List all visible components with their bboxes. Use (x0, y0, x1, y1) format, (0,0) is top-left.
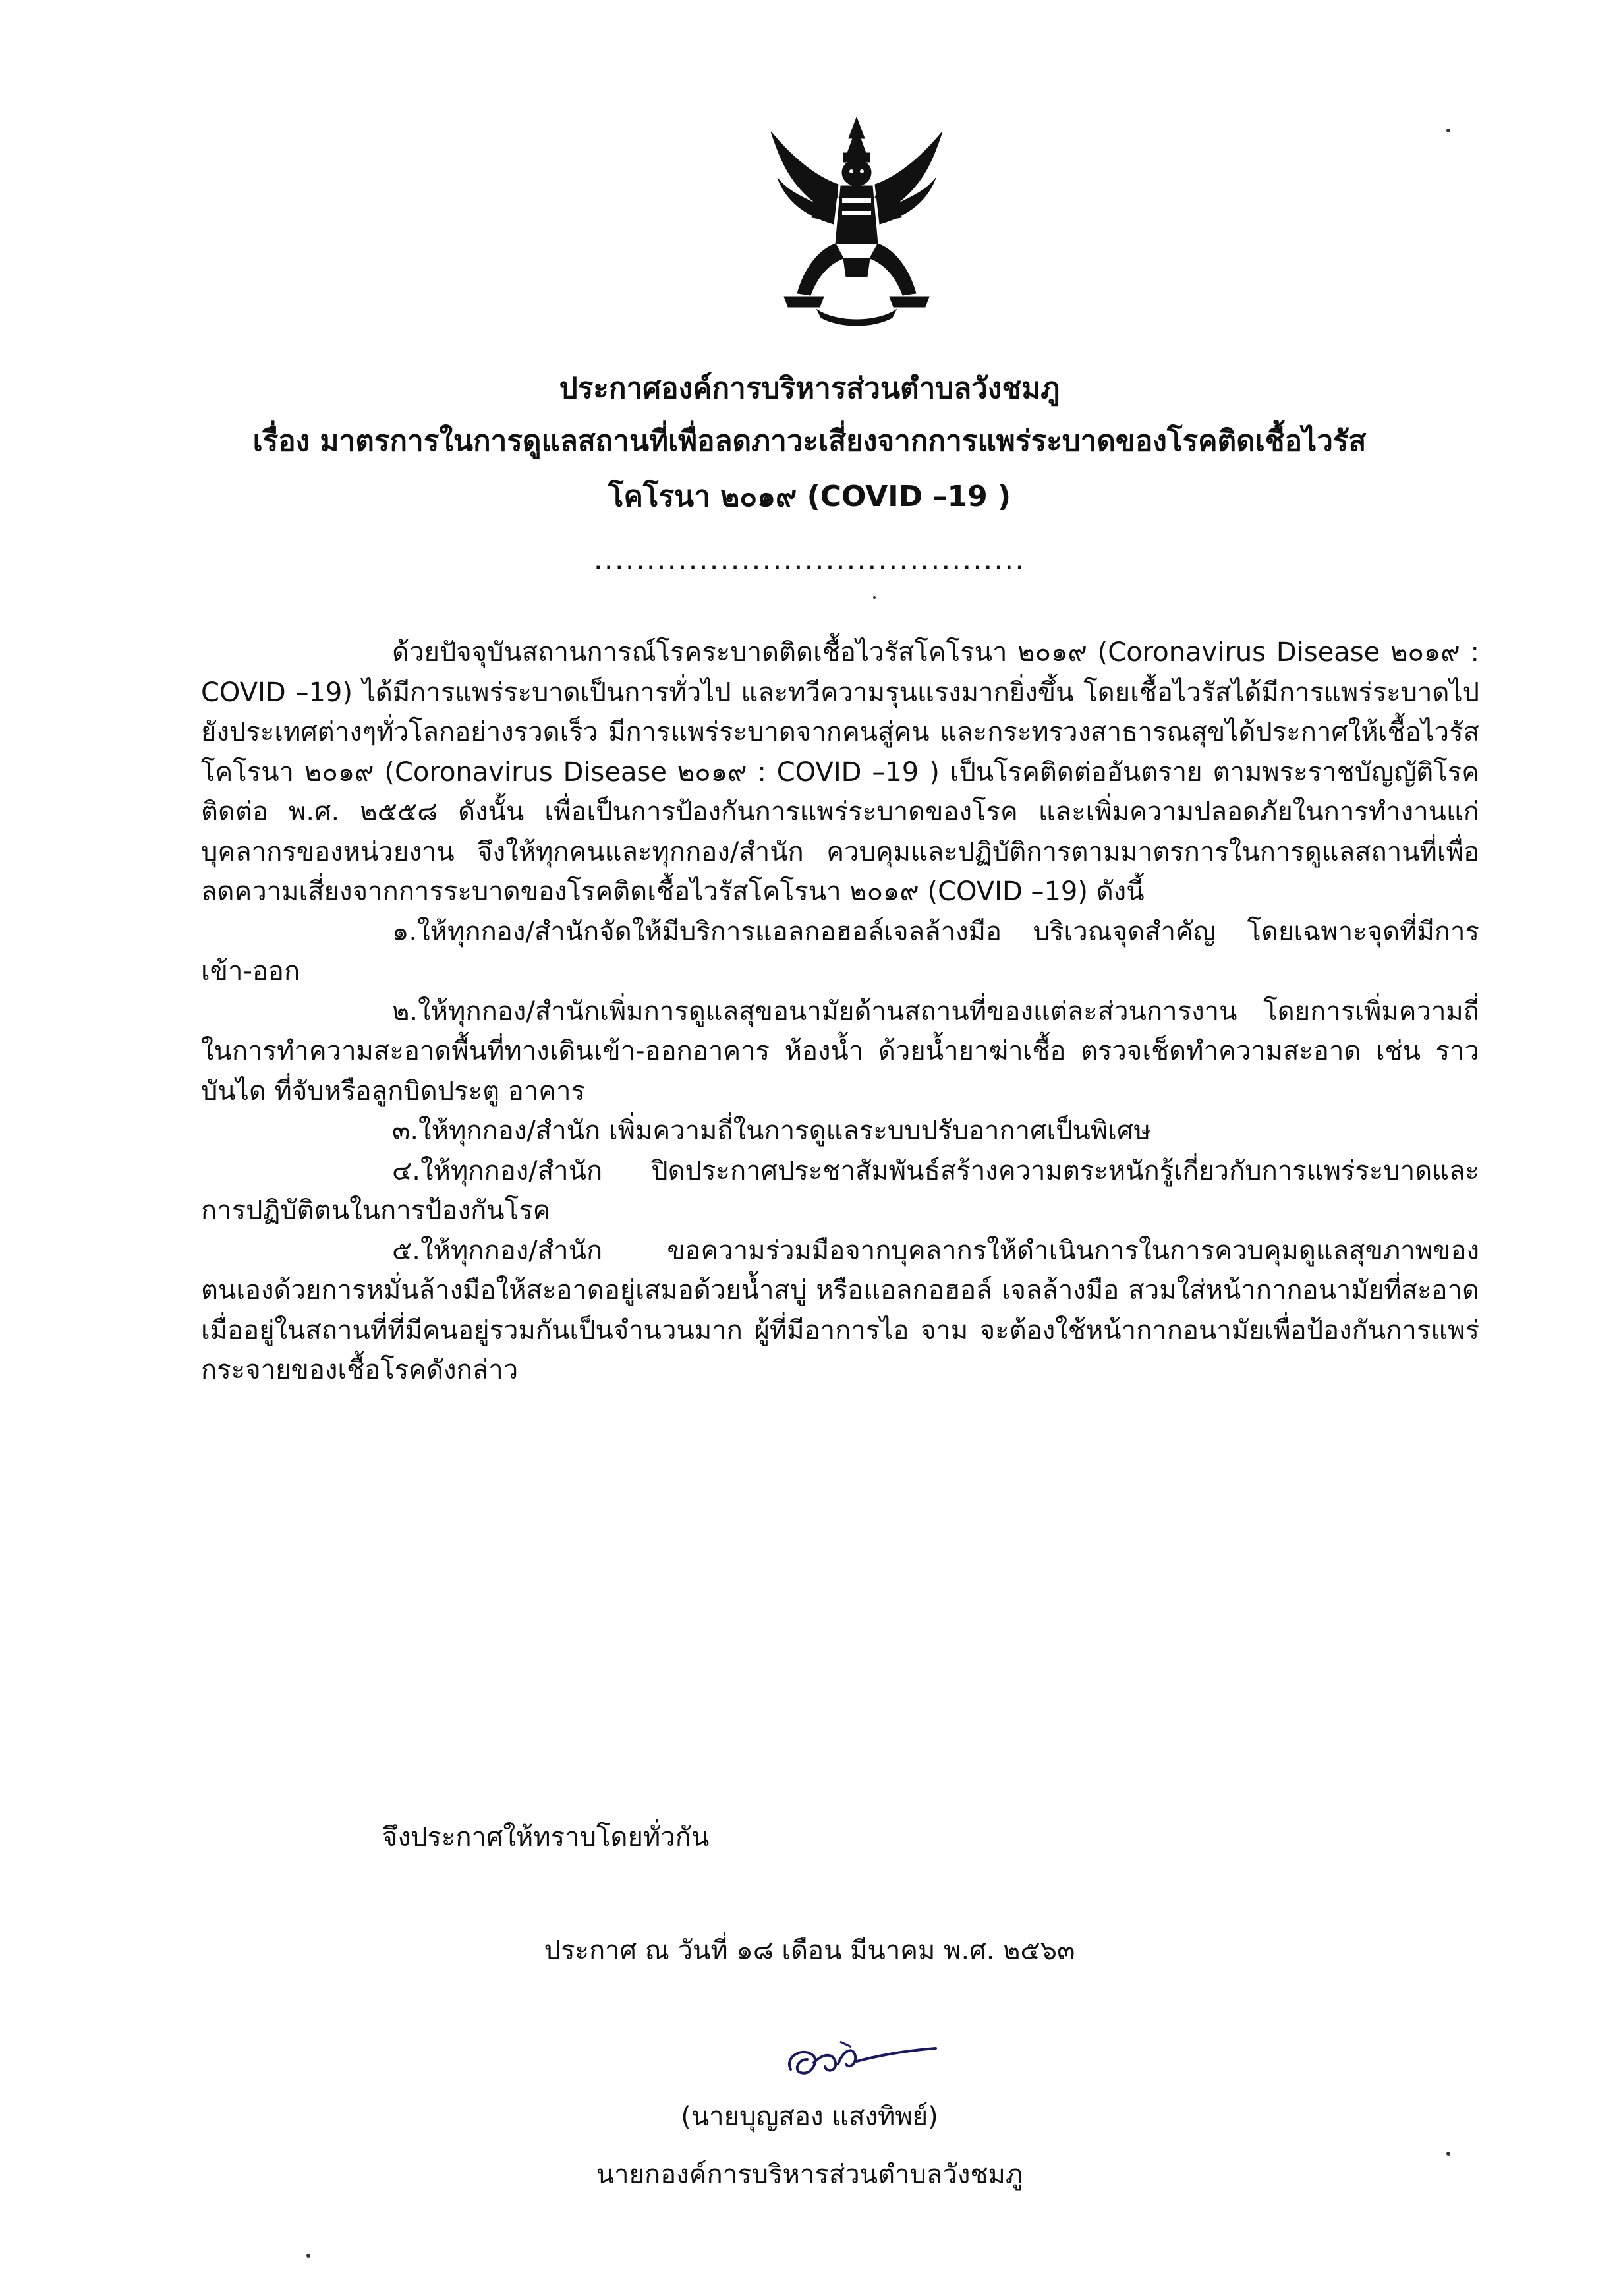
scan-speck (306, 2254, 310, 2258)
document-subject: เรื่อง มาตรการในการดูแลสถานที่เพื่อลดภาวะเสี่ยงจากการแพร่ระบาดของโรคติดเชื้อไวรัส (252, 424, 1367, 458)
handwritten-signature (778, 2023, 942, 2102)
header-divider: ......................................... (593, 543, 1026, 577)
measure-item-2: ๒.ให้ทุกกอง/สำนักเพิ่มการดูแลสุขอนามัยด้านสถานที่ของแต่ละส่วนการงาน โดยการเพิ่มความถี่ในการทำความสะอาดพื้นที่ทางเดินเข้า-ออกอาคาร ห้องน้ำ ด้วยน้ำยาฆ่าเชื้อ ตรวจเช็ดทำความสะอาด เช่น ราวบันได ที่จับหรือลูกบิดประตู อาคาร (201, 996, 1479, 1106)
measure-item-5: ๕.ให้ทุกกอง/สำนัก ขอความร่วมมือจากบุคลากรให้ดำเนินการในการควบคุมดูแลสุขภาพของตนเองด้วยการหมั่นล้างมือให้สะอาดอยู่เสมอด้วยน้ำสบู่ หรือแอลกอฮอล์ เจลล้างมือ สวมใส่หน้ากากอนามัยที่สะอาดเมื่ออยู่ในสถานที่ที่มีคนอยู่รวมกันเป็นจำนวนมาก ผู้ที่มีอาการไอ จาม จะต้องใช้หน้ากากอนามัยเพื่อป้องกันการแพร่กระจายของเชื้อโรคดังกล่าว (201, 1235, 1479, 1385)
scan-speck (1446, 129, 1450, 132)
garuda-emblem-icon (751, 112, 962, 330)
document-title: ประกาศองค์การบริหารส่วนตำบลวังชมภู (559, 372, 1060, 405)
document-body (201, 633, 1479, 1391)
closing-statement: จึงประกาศให้ทราบโดยทั่วกัน (382, 1822, 710, 1852)
intro-paragraph: ด้วยปัจจุบันสถานการณ์โรคระบาดติดเชื้อไวรัสโคโรนา ๒๐๑๙ (Coronavirus Disease ๒๐๑๙ : COVID –19) ได้มีการแพร่ระบาดเป็นการทั่วไป และทวีความรุนแรงมากยิ่งขึ้น โดยเชื้อไวรัสได้มีการแพร่ระบาดไปยังประเทศต่างๆทั่วโลกอย่างรวดเร็ว มีการแพร่ระบาดจากคนสู่คน และกระทรวงสาธารณสุขได้ประกาศให้เชื้อไวรัสโคโรนา ๒๐๑๙ (Coronavirus Disease ๒๐๑๙ : COVID –19 ) เป็นโรคติดต่ออันตราย ตามพระราชบัญญัติโรคติดต่อ พ.ศ. ๒๕๕๘ ดังนั้น เพื่อเป็นการป้องกันการแพร่ระบาดของโรค และเพิ่มความปลอดภัยในการทำงานแก่บุคลากรของหน่วยงาน จึงให้ทุกคนและทุกกอง/สำนัก ควบคุมและปฏิบัติการตามมาตรการในการดูแลสถานที่เพื่อลดความเสี่ยงจากการระบาดของโรคติดเชื้อไวรัสโคโรนา ๒๐๑๙ (COVID –19) ดังนี้ (201, 637, 1479, 907)
measure-item-4: ๔.ให้ทุกกอง/สำนัก ปิดประกาศประชาสัมพันธ์สร้างความตระหนักรู้เกี่ยวกับการแพร่ระบาดและการปฏิบัติตนในการป้องกันโรค (201, 1155, 1479, 1226)
document-subject-continued: โคโรนา ๒๐๑๙ (COVID –19 ) (608, 480, 1011, 513)
scan-speck (1446, 2152, 1450, 2156)
signer-name: (นายบุญสอง แสงทิพย์) (681, 2102, 938, 2132)
signer-position: นายกองค์การบริหารส่วนตำบลวังชมภู (596, 2160, 1023, 2190)
measure-item-1: ๑.ให้ทุกกอง/สำนักจัดให้มีบริการแอลกอฮอล์เจลล้างมือ บริเวณจุดสำคัญ โดยเฉพาะจุดที่มีการเข้า-ออก (201, 916, 1479, 987)
announcement-date: ประกาศ ณ วันที่ ๑๘ เดือน มีนาคม พ.ศ. ๒๕๖๓ (544, 1936, 1075, 1966)
measure-item-3: ๓.ให้ทุกกอง/สำนัก เพิ่มความถี่ในการดูแลระบบปรับอากาศเป็นพิเศษ (392, 1116, 1151, 1146)
scan-speck (873, 596, 876, 599)
